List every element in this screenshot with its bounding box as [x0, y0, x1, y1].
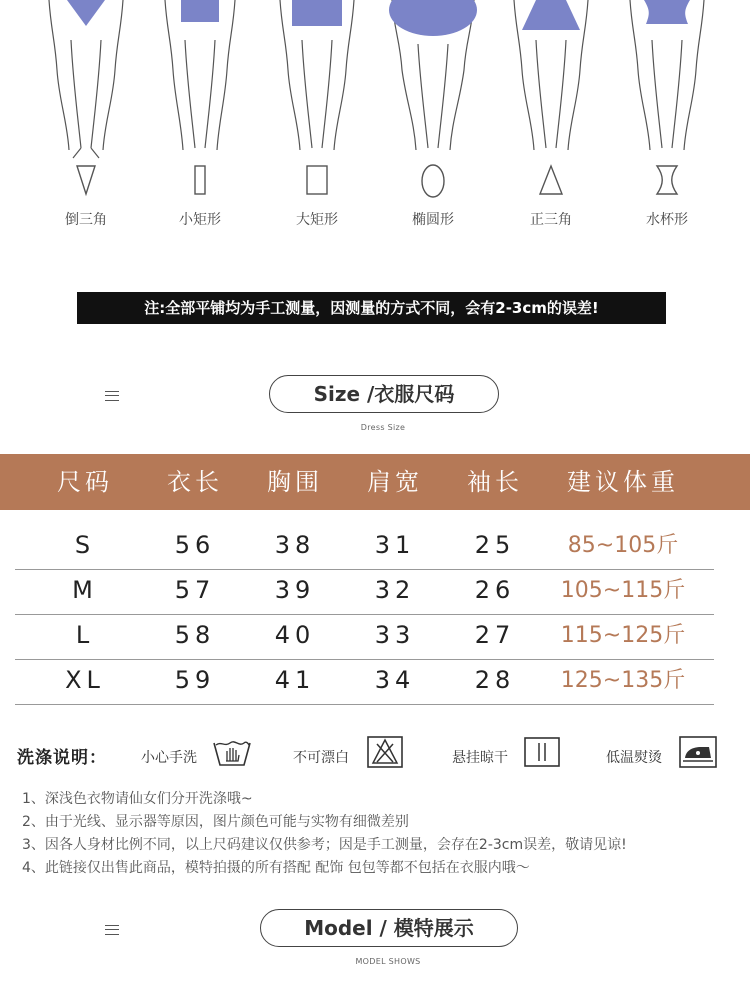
note-item: 1、深浅色衣物请仙女们分开洗涤哦~: [22, 791, 253, 807]
column-header: 尺码: [57, 468, 113, 496]
bust-cell: 40: [274, 621, 316, 649]
hand-wash-icon: [212, 735, 252, 773]
bust-cell: 39: [274, 576, 316, 604]
row-divider: [15, 704, 714, 705]
note-item: 2、由于光线、显示器等原因，图片颜色可能与实物有细微差别: [22, 814, 409, 830]
hang-dry-icon: [524, 737, 560, 771]
shape-label: 大矩形: [296, 212, 338, 228]
care-label-hang-dry: 悬挂晾干: [452, 750, 508, 766]
low-iron-icon: [679, 736, 717, 772]
small-rectangle-figure-icon: [145, 0, 255, 200]
size-cell: L: [75, 621, 95, 649]
model-section-header: [0, 905, 750, 975]
shape-label: 椭圆形: [412, 212, 454, 228]
notes-list: [22, 788, 722, 880]
table-row: [0, 568, 750, 613]
column-header: 建议体重: [567, 468, 679, 496]
shoulder-cell: 33: [374, 621, 416, 649]
large-rectangle-figure-icon: [262, 0, 372, 200]
weight-cell: 115~125斤: [560, 623, 686, 648]
equals-icon: [105, 925, 119, 935]
column-header: 肩宽: [367, 468, 423, 496]
inverted-triangle-figure-icon: [31, 0, 141, 200]
no-bleach-icon: [367, 736, 403, 772]
shoulder-cell: 31: [374, 531, 416, 559]
size-section-header: [0, 370, 750, 440]
bust-cell: 38: [274, 531, 316, 559]
model-section-title: Model / 模特展示: [260, 909, 518, 947]
care-title: 洗涤说明：: [17, 748, 107, 768]
sleeve-cell: 28: [474, 666, 516, 694]
model-section-subtitle: MODEL SHOWS: [355, 957, 421, 966]
body-shape-inverted-triangle: [31, 0, 141, 250]
weight-cell: 125~135斤: [560, 668, 686, 693]
care-label-hand-wash: 小心手洗: [141, 750, 197, 766]
sleeve-cell: 26: [474, 576, 516, 604]
size-section-subtitle: Dress Size: [360, 423, 406, 432]
care-instructions: [0, 735, 750, 775]
shoulder-cell: 32: [374, 576, 416, 604]
table-row: [0, 658, 750, 703]
body-shape-triangle: [496, 0, 606, 250]
shoulder-cell: 34: [374, 666, 416, 694]
table-header: [0, 454, 750, 510]
length-cell: 59: [174, 666, 216, 694]
shape-label: 倒三角: [65, 212, 107, 228]
weight-cell: 85~105斤: [567, 533, 679, 558]
column-header: 袖长: [467, 468, 523, 496]
hourglass-figure-icon: [612, 0, 722, 200]
column-header: 胸围: [267, 468, 323, 496]
shape-label: 正三角: [530, 212, 572, 228]
weight-cell: 105~115斤: [560, 578, 686, 603]
size-cell: M: [72, 576, 98, 604]
size-cell: S: [74, 531, 96, 559]
sleeve-cell: 27: [474, 621, 516, 649]
body-shape-oval: [378, 0, 488, 250]
table-row: [0, 613, 750, 658]
triangle-figure-icon: [496, 0, 606, 200]
oval-figure-icon: [378, 0, 488, 200]
note-item: 4、此链接仅出售此商品，模特拍摄的所有搭配 配饰 包包等都不包括在衣服内哦～: [22, 860, 530, 876]
care-label-no-bleach: 不可漂白: [293, 750, 349, 766]
length-cell: 58: [174, 621, 216, 649]
table-row: [0, 523, 750, 568]
shape-label: 小矩形: [179, 212, 221, 228]
body-shape-guide: [0, 0, 750, 250]
note-item: 3、因各人身材比例不同，以上尺码建议仅供参考；因是手工测量，会存在2-3cm误差，敬请见谅!: [22, 837, 627, 853]
sleeve-cell: 25: [474, 531, 516, 559]
shape-label: 水杯形: [646, 212, 688, 228]
length-cell: 56: [174, 531, 216, 559]
size-section-title: Size /衣服尺码: [269, 375, 499, 413]
bust-cell: 41: [274, 666, 316, 694]
body-shape-small-rectangle: [145, 0, 255, 250]
column-header: 衣长: [167, 468, 223, 496]
length-cell: 57: [174, 576, 216, 604]
body-shape-large-rectangle: [262, 0, 372, 250]
equals-icon: [105, 391, 119, 401]
measurement-notice: 注:全部平铺均为手工测量，因测量的方式不同，会有2-3cm的误差!: [77, 292, 666, 324]
body-shape-hourglass: [612, 0, 722, 250]
size-cell: XL: [65, 666, 105, 694]
care-label-low-iron: 低温熨烫: [606, 750, 662, 766]
